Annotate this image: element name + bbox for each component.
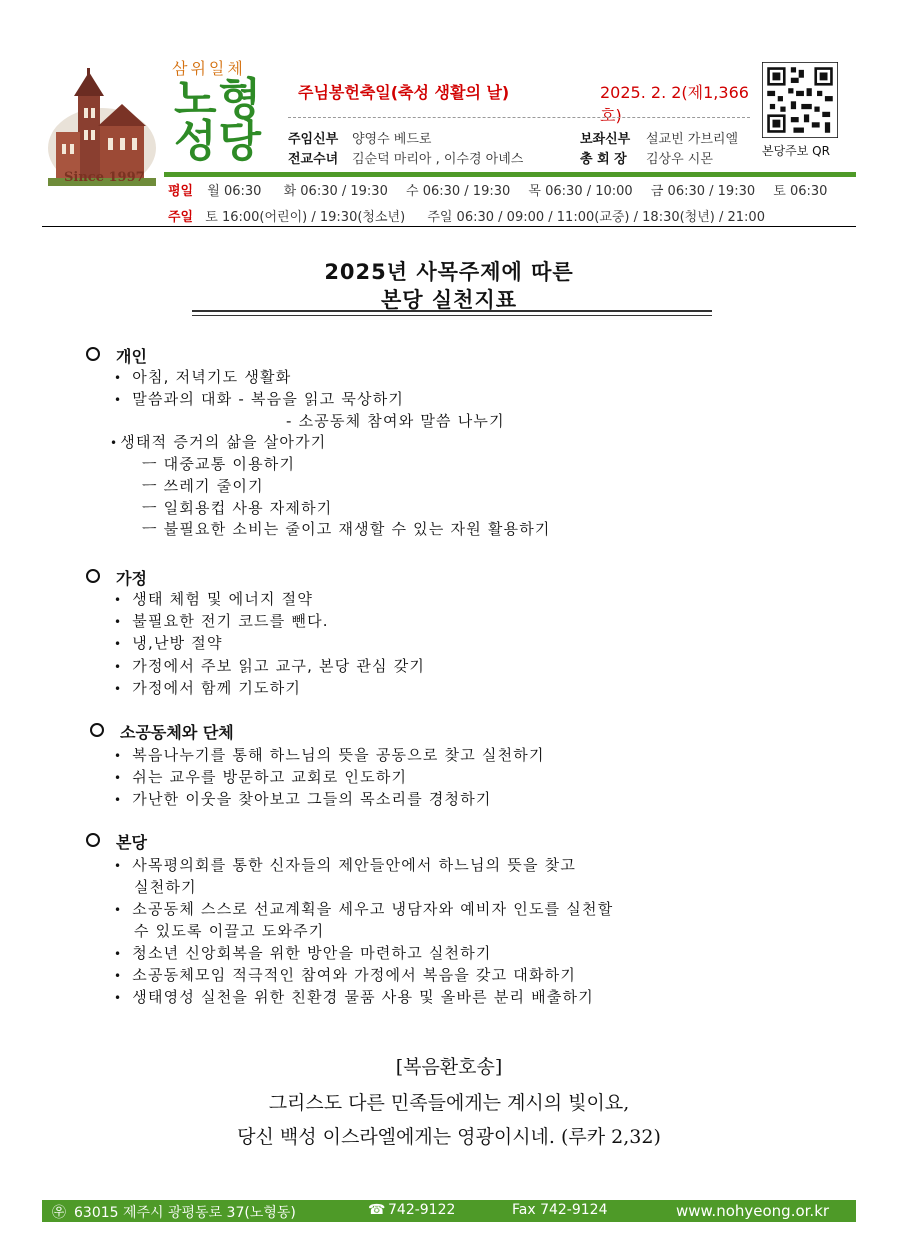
list-item-text: 청소년 신앙회복을 위한 방안을 마련하고 실천하기 — [132, 944, 492, 962]
section-parish-label: 본당 — [116, 833, 147, 852]
sisters-label: 전교수녀 — [288, 152, 339, 167]
header-green-rule — [164, 172, 856, 177]
list-item: • 아침, 저녁기도 생활화 — [114, 368, 292, 386]
fri-day: 금 — [650, 184, 664, 199]
section-heading-community — [90, 720, 234, 743]
list-item: • 가난한 이웃을 찾아보고 그들의 목소리를 경청하기 — [114, 790, 492, 808]
verse-heading: [복음환호송] — [395, 1056, 503, 1078]
page-title-line2: 본당 실천지표 — [380, 288, 518, 312]
title-double-underline — [192, 310, 712, 316]
list-item-continued — [134, 920, 325, 941]
list-item-text: ㅡ 불필요한 소비는 줄이고 재생할 수 있는 자원 활용하기 — [142, 520, 551, 538]
list-item — [142, 518, 551, 539]
sunday-label: 주일 — [168, 210, 194, 225]
footer-bar — [42, 1200, 856, 1222]
president-name: 김상우 시몬 — [646, 152, 713, 167]
list-item-text: 아침, 저녁기도 생활화 — [132, 368, 292, 386]
list-item-text: 생태 체험 및 에너지 절약 — [132, 590, 314, 608]
list-item-text: 소공동체모임 적극적인 참여와 가정에서 복음을 갖고 대화하기 — [132, 966, 577, 984]
sisters-names: 김순덕 마리아 , 이수경 아녜스 — [352, 152, 524, 167]
sunday-mass-times: 주일 06:30 / 09:00 / 11:00(교중) / 18:30(청년) / 21:00 — [427, 210, 765, 225]
footer-address: 63015 제주시 광평동로 37(노형동) — [74, 1205, 296, 1221]
sat-times: 06:30 — [789, 184, 828, 199]
list-item: • 복음나누기를 통해 하느님의 뜻을 공동으로 찾고 실천하기 — [114, 746, 545, 764]
list-item-text: 복음나누기를 통해 하느님의 뜻을 공동으로 찾고 실천하기 — [132, 746, 545, 764]
list-item-text: 생태적 증거의 삶을 살아가기 — [120, 433, 327, 451]
list-item-text: 실천하기 — [134, 878, 197, 896]
section-heading-parish — [86, 830, 147, 853]
feast-title: 주님봉헌축일(축성 생활의 날) — [298, 83, 510, 102]
sunday-schedule — [168, 206, 848, 225]
list-item — [142, 453, 295, 474]
tue-times: 06:30 / 19:30 — [300, 184, 388, 199]
qr-caption: 본당주보 QR — [762, 144, 830, 158]
circle-bullet-icon — [86, 347, 100, 361]
church-name-line1: 노형 — [174, 74, 264, 125]
phone-icon: ☎ — [368, 1202, 386, 1218]
list-item-text: 말씀과의 대화 - 복음을 읽고 묵상하기 — [132, 390, 405, 408]
section-community-label: 소공동체와 단체 — [120, 723, 234, 742]
section-heading-personal — [86, 344, 147, 367]
list-item-text: 가난한 이웃을 찾아보고 그들의 목소리를 경청하기 — [132, 790, 492, 808]
list-item-text: ㅡ 대중교통 이용하기 — [142, 455, 296, 473]
list-item: • 말씀과의 대화 - 복음을 읽고 묵상하기 — [114, 390, 405, 408]
circle-bullet-icon — [86, 833, 100, 847]
list-item: • 가정에서 주보 읽고 교구, 본당 관심 갖기 — [114, 657, 426, 675]
sat-day: 토 — [773, 184, 786, 199]
qr-code-icon[interactable] — [762, 62, 838, 138]
footer-website-link[interactable]: www.nohyeong.or.kr — [676, 1202, 830, 1220]
postal-icon: ㉾ — [52, 1205, 66, 1221]
list-item-text: 사목평의회를 통한 신자들의 제안들안에서 하느님의 뜻을 찾고 — [132, 856, 577, 874]
header-dotted-divider — [288, 117, 750, 118]
since-year: Since 1997 — [64, 170, 145, 185]
thu-day: 목 — [528, 184, 541, 199]
list-item: • 쉬는 교우를 방문하고 교회로 인도하기 — [114, 768, 408, 786]
date-issue: 2025. 2. 2(제1,366호) — [600, 83, 749, 125]
page-title-line1: 2025년 사목주제에 따른 — [324, 260, 574, 284]
wed-times: 06:30 / 19:30 — [422, 184, 511, 199]
list-item — [142, 497, 333, 518]
list-item-text: ㅡ 쓰레기 줄이기 — [142, 477, 264, 495]
list-item-text: 소공동체 스스로 선교계획을 세우고 냉담자와 예비자 인도를 실천할 — [132, 900, 614, 918]
list-item: • 불필요한 전기 코드를 뺀다. — [114, 612, 329, 630]
list-item: • 가정에서 함께 기도하기 — [114, 679, 302, 697]
list-item-text: - 소공동체 참여와 말씀 나누기 — [286, 412, 505, 430]
footer-fax: Fax 742-9124 — [512, 1202, 608, 1218]
list-item: • 냉,난방 절약 — [114, 634, 223, 652]
assistant-label: 보좌신부 — [580, 132, 631, 147]
list-item — [142, 475, 264, 496]
verse-line1: 그리스도 다른 민족들에게는 계시의 빛이요, — [268, 1092, 630, 1114]
section-family-label: 가정 — [116, 569, 147, 588]
list-item-text: 불필요한 전기 코드를 뺀다. — [132, 612, 329, 630]
wed-day: 수 — [406, 184, 419, 199]
thu-times: 06:30 / 10:00 — [545, 184, 633, 199]
weekday-label: 평일 — [168, 184, 194, 199]
list-item-text: ㅡ 일회용컵 사용 자제하기 — [142, 499, 333, 517]
list-item-text: 수 있도록 이끌고 도와주기 — [134, 922, 325, 940]
pastor-label: 주임신부 — [288, 132, 339, 147]
list-item: • 사목평의회를 통한 신자들의 제안들안에서 하느님의 뜻을 찾고 — [114, 856, 577, 874]
header-black-rule — [42, 226, 856, 227]
list-item-text: 생태영성 실천을 위한 친환경 물품 사용 및 올바른 분리 배출하기 — [132, 988, 594, 1006]
list-item-text: 냉,난방 절약 — [132, 634, 223, 652]
mon-day: 월 — [207, 184, 220, 199]
list-item: • 생태 체험 및 에너지 절약 — [114, 590, 314, 608]
section-personal-label: 개인 — [116, 347, 147, 366]
list-item: • 생태적 증거의 삶을 살아가기 — [110, 433, 327, 451]
list-item — [286, 410, 505, 431]
section-heading-family — [86, 566, 147, 589]
trinity-label: 삼위일체 — [172, 59, 246, 78]
footer-phone[interactable]: 742-9122 — [388, 1202, 456, 1218]
saturday-vigil-times: 토 16:00(어린이) / 19:30(청소년) — [205, 210, 406, 225]
tue-day: 화 — [283, 184, 297, 199]
list-item-text: 가정에서 함께 기도하기 — [132, 679, 302, 697]
list-item: • 소공동체모임 적극적인 참여와 가정에서 복음을 갖고 대화하기 — [114, 966, 577, 984]
pastor-name: 양영수 베드로 — [352, 132, 432, 147]
list-item: • 청소년 신앙회복을 위한 방안을 마련하고 실천하기 — [114, 944, 492, 962]
fri-times: 06:30 / 19:30 — [667, 184, 756, 199]
church-name-line2: 성당 — [174, 116, 264, 167]
circle-bullet-icon — [86, 569, 100, 583]
list-item-text: 가정에서 주보 읽고 교구, 본당 관심 갖기 — [132, 657, 426, 675]
list-item-continued — [134, 876, 197, 897]
list-item-text: 쉬는 교우를 방문하고 교회로 인도하기 — [132, 768, 408, 786]
president-label: 총 회 장 — [580, 152, 627, 167]
list-item: • 소공동체 스스로 선교계획을 세우고 냉담자와 예비자 인도를 실천할 — [114, 900, 614, 918]
weekday-schedule — [168, 180, 848, 199]
church-building-image — [48, 68, 156, 186]
verse-line2: 당신 백성 이스라엘에게는 영광이시네. (루카 2,32) — [237, 1126, 661, 1148]
circle-bullet-icon — [90, 723, 104, 737]
assistant-name: 설교빈 가브리엘 — [646, 132, 739, 147]
mon-times: 06:30 — [223, 184, 262, 199]
list-item: • 생태영성 실천을 위한 친환경 물품 사용 및 올바른 분리 배출하기 — [114, 988, 594, 1006]
